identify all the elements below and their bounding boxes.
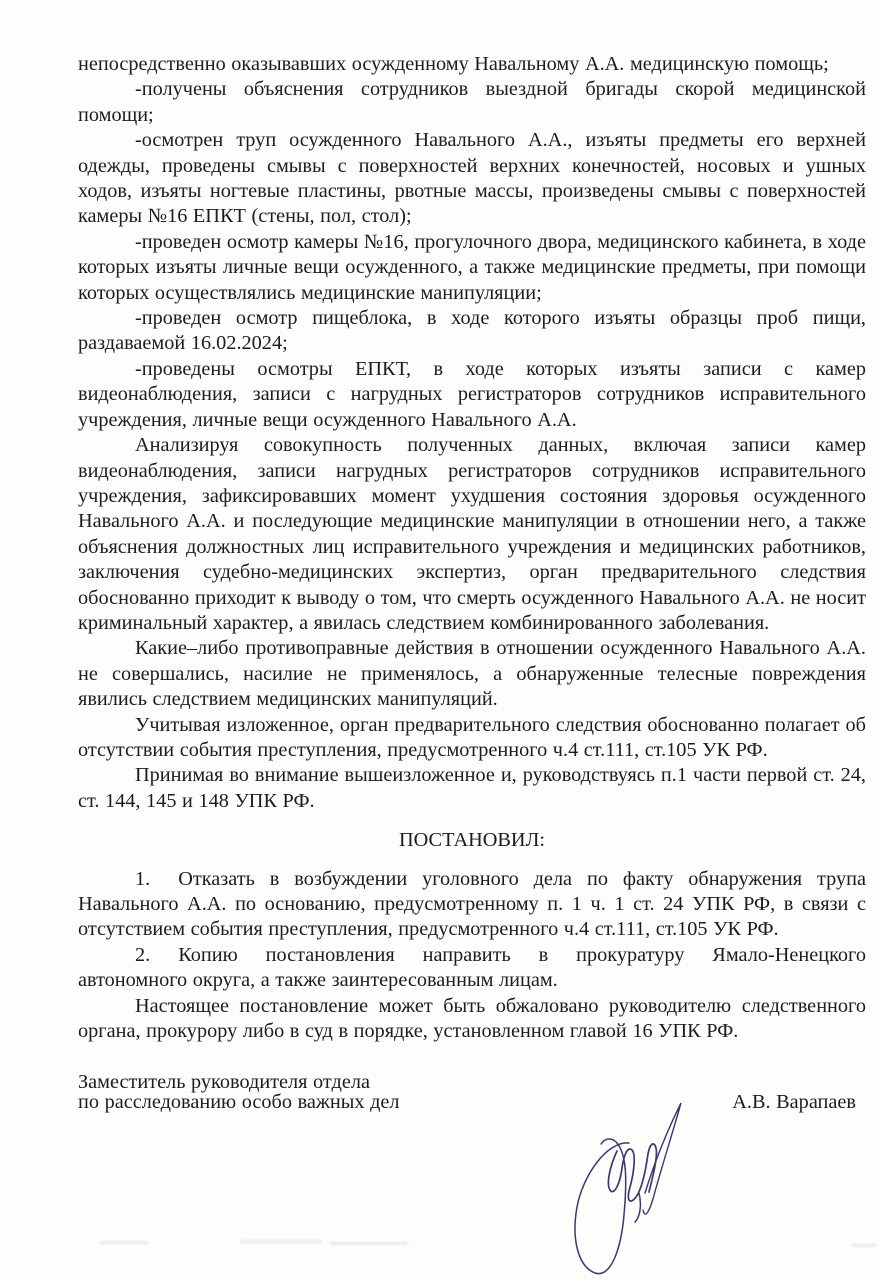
signatory-title-line-2: по расследованию особо важных дел bbox=[78, 1091, 400, 1114]
scan-artifact bbox=[852, 1244, 876, 1247]
handwritten-signature bbox=[555, 1093, 705, 1280]
item-number: 2. bbox=[135, 943, 151, 966]
resolution-heading: ПОСТАНОВИЛ: bbox=[399, 829, 545, 852]
paragraph: -получены объяснения сотрудников выездной бригады скорой медицинской помощи; bbox=[78, 78, 866, 126]
paragraph: Какие–либо противоправные действия в отношении осужденного Навального А.А. не совершались, насилие не применялось, а обнаруженные телесные повреждения явились следствием медицинских манипуляций. bbox=[78, 637, 866, 711]
resolution-item-1 bbox=[78, 867, 866, 943]
paragraph: Анализируя совокупность полученных данных, включая записи камер видеонаблюдения, записи нагрудных регистраторов сотрудников исправительного учреждения, зафиксировавших момент ухудшения состояния здоровья осужденного Навального А.А. и последующие медицинские манипуляции в отношении него, а также объяснения должностных лиц исправительного учреждения и медицинских работников, заключения судебно-медицинских экспертиз, орган предварительного следствия обоснованно приходит к выводу о том, что смерть осужденного Навального А.А. не носит криминальный характер, а явилась следствием комбинированного заболевания. bbox=[78, 434, 866, 634]
resolution-item-2 bbox=[78, 943, 866, 994]
closing-paragraph: Настоящее постановление может быть обжаловано руководителю следственного органа, прокурору либо в суд в порядке, установленном главой 16 УПК РФ. bbox=[78, 994, 866, 1043]
paragraph: непосредственно оказывавших осужденному Навальному А.А. медицинскую помощь; bbox=[78, 53, 829, 75]
document-body bbox=[78, 52, 866, 1112]
paragraph: -проведен осмотр камеры №16, прогулочного двора, медицинского кабинета, в ходе которых изъяты личные вещи осужденного, а также медицинские предметы, при помощи которых осуществлялись медицинские манипуляции; bbox=[78, 230, 866, 304]
paragraph: -осмотрен труп осужденного Навального А.А., изъяты предметы его верхней одежды, проведены смывы с поверхностей верхних конечностей, носовых и ушных ходов, изъяты ногтевые пластины, рвотные массы, произведены смывы с поверхностей камеры №16 ЕПКТ (стены, пол, стол); bbox=[78, 129, 866, 228]
signatory-name: А.В. Варапаев bbox=[732, 1091, 856, 1114]
item-text: Отказать в возбуждении уголовного дела по факту обнаружения трупа Навального А.А. по основанию, предусмотренному п. 1 ч. 1 ст. 24 УПК РФ, в связи с отсутствием события преступления, предусмотренного ч.4 ст.111, ст.105 УК РФ. bbox=[78, 867, 866, 941]
signatory-title-line-1: Заместитель руководителя отдела bbox=[78, 1071, 370, 1094]
paragraph: Учитывая изложенное, орган предварительного следствия обоснованно полагает об отсутствии события преступления, предусмотренного ч.4 ст.111, ст.105 УК РФ. bbox=[78, 713, 866, 761]
paragraph: -проведены осмотры ЕПКТ, в ходе которых изъяты записи с камер видеонаблюдения, записи с нагрудных регистраторов сотрудников исправительного учреждения, личные вещи осужденного Навального А.А. bbox=[78, 357, 866, 431]
paragraph: -проведен осмотр пищеблока, в ходе которого изъяты образцы проб пищи, раздаваемой 16.02.2024; bbox=[78, 307, 866, 355]
signature-block bbox=[78, 1072, 866, 1112]
scan-artifact bbox=[100, 1241, 148, 1244]
paragraph: Принимая во внимание вышеизложенное и, руководствуясь п.1 части первой ст. 24, ст. 144, 145 и 148 УПК РФ. bbox=[78, 764, 866, 812]
signatory-title bbox=[78, 1072, 400, 1112]
item-text: Копию постановления направить в прокуратуру Ямало-Ненецкого автономного округа, а также заинтересованным лицам. bbox=[78, 943, 866, 992]
scan-artifact bbox=[240, 1240, 322, 1243]
item-number: 1. bbox=[135, 867, 151, 890]
scan-artifact bbox=[330, 1242, 408, 1245]
